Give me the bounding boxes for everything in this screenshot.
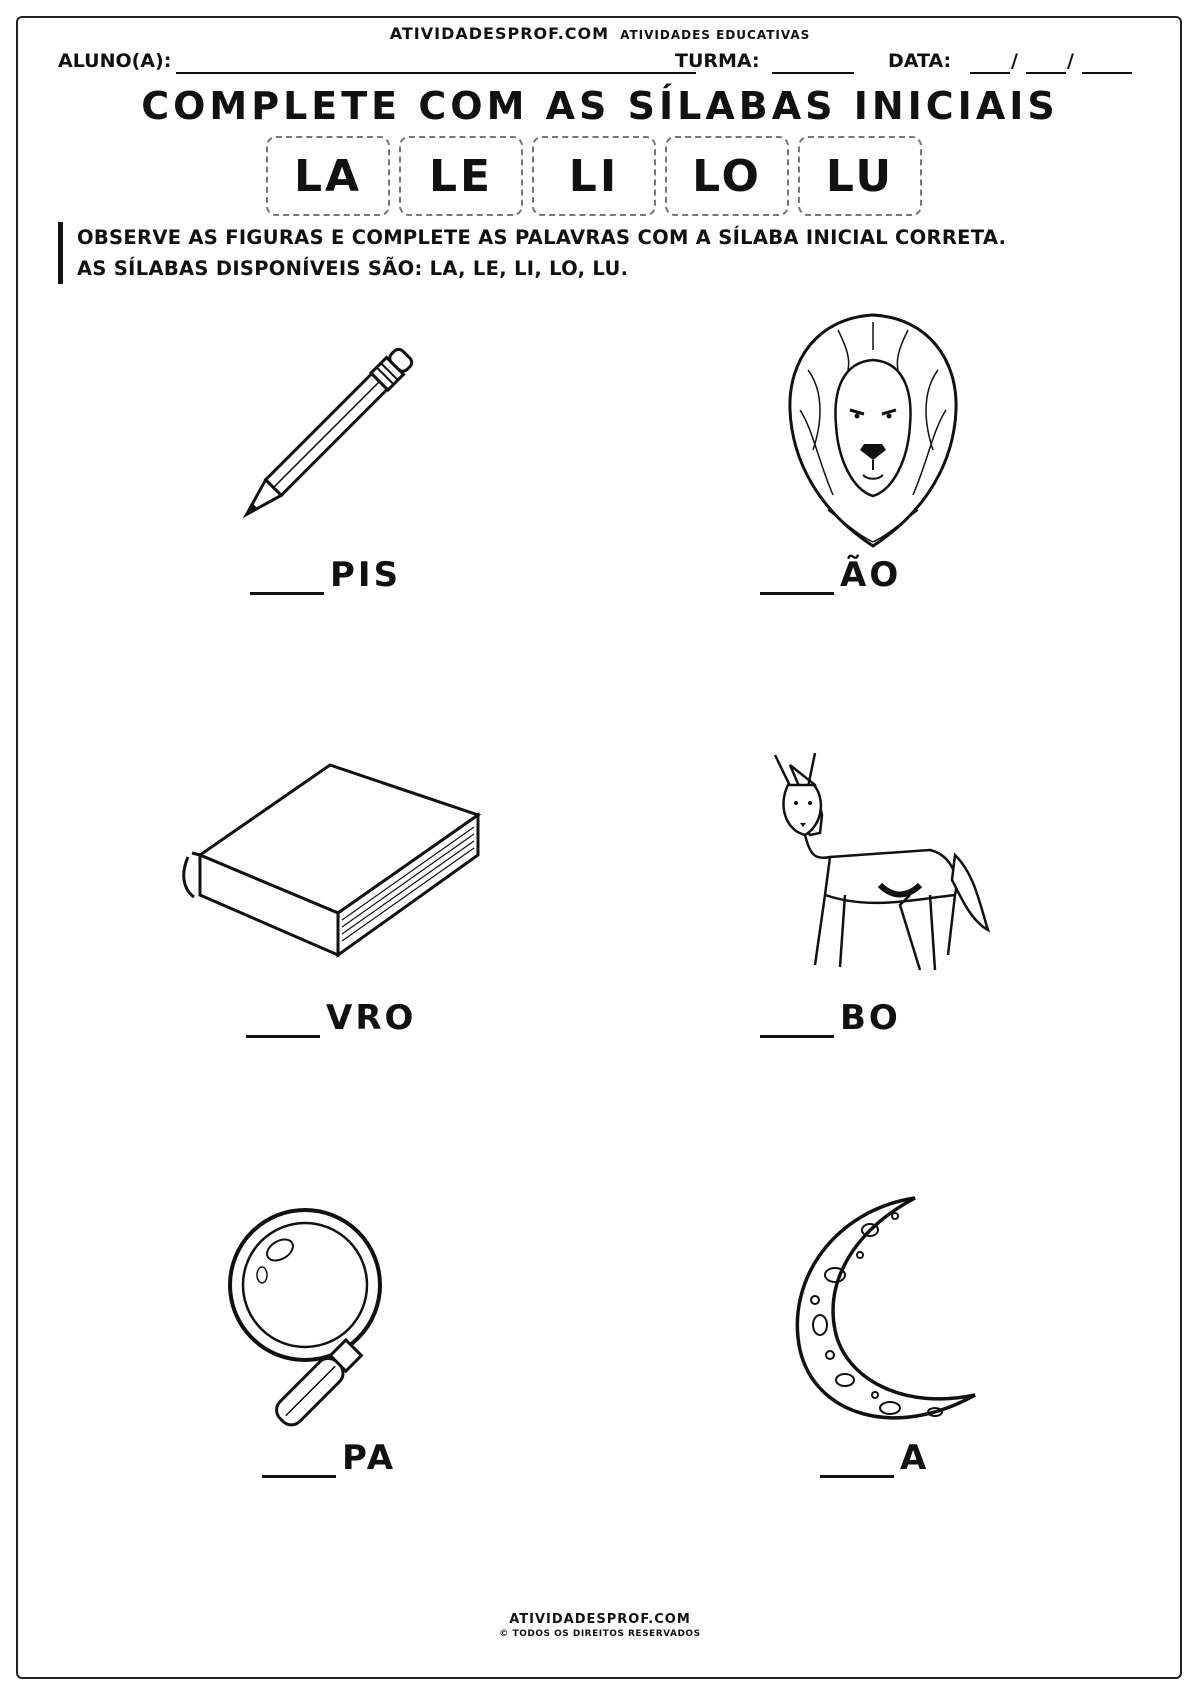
word-suffix: BO (840, 998, 901, 1038)
class-field[interactable] (772, 50, 854, 74)
word-suffix: VRO (326, 998, 417, 1038)
instructions (58, 222, 1157, 284)
syllable-card: LA (266, 136, 390, 216)
date-year-field[interactable] (1082, 50, 1132, 74)
word-item (262, 1438, 396, 1478)
word-item (760, 998, 901, 1038)
word-item (246, 998, 416, 1038)
instructions-line-1: OBSERVE AS FIGURAS E COMPLETE AS PALAVRAS COM A SÍLABA INICIAL CORRETA. (77, 226, 1007, 249)
magnifying-glass-icon (220, 1200, 440, 1440)
answer-blank[interactable] (820, 1445, 894, 1478)
wolf-icon (760, 745, 990, 985)
answer-blank[interactable] (760, 1005, 834, 1038)
date-separator: / (1011, 50, 1018, 72)
footer-rights: © TODOS OS DIREITOS RESERVADOS (499, 1629, 701, 1639)
answer-blank[interactable] (760, 562, 834, 595)
book-icon (170, 745, 490, 975)
date-label: DATA: (888, 50, 952, 72)
student-label: ALUNO(A): (58, 50, 172, 72)
word-suffix: A (900, 1438, 930, 1478)
answer-blank[interactable] (246, 1005, 320, 1038)
syllable-card: LU (798, 136, 922, 216)
date-month-field[interactable] (1026, 50, 1066, 74)
moon-icon (775, 1190, 995, 1440)
syllable-card: LO (665, 136, 789, 216)
word-suffix: PIS (330, 555, 402, 595)
lion-icon (778, 310, 968, 550)
word-suffix: PA (342, 1438, 397, 1478)
word-item (250, 555, 401, 595)
footer-site: ATIVIDADESPROF.COM (509, 1612, 691, 1627)
student-fields (58, 50, 1148, 80)
answer-blank[interactable] (262, 1445, 336, 1478)
student-name-field[interactable] (176, 50, 696, 74)
page-title: COMPLETE COM AS SÍLABAS INICIAIS (141, 84, 1059, 128)
answer-blank[interactable] (250, 562, 324, 595)
site-name: ATIVIDADESPROF.COM (389, 24, 610, 43)
footer (0, 1612, 1200, 1639)
instructions-line-2: AS SÍLABAS DISPONÍVEIS SÃO: LA, LE, LI, LO, LU. (77, 257, 629, 280)
syllable-card: LI (532, 136, 656, 216)
site-header (0, 24, 1200, 43)
pencil-icon (205, 306, 455, 556)
word-item (820, 1438, 929, 1478)
word-item (760, 555, 901, 595)
site-tag: ATIVIDADES EDUCATIVAS (620, 28, 811, 42)
date-separator: / (1067, 50, 1074, 72)
word-suffix: ÃO (840, 555, 902, 595)
syllable-card: LE (399, 136, 523, 216)
date-day-field[interactable] (970, 50, 1010, 74)
class-label: TURMA: (675, 50, 760, 72)
